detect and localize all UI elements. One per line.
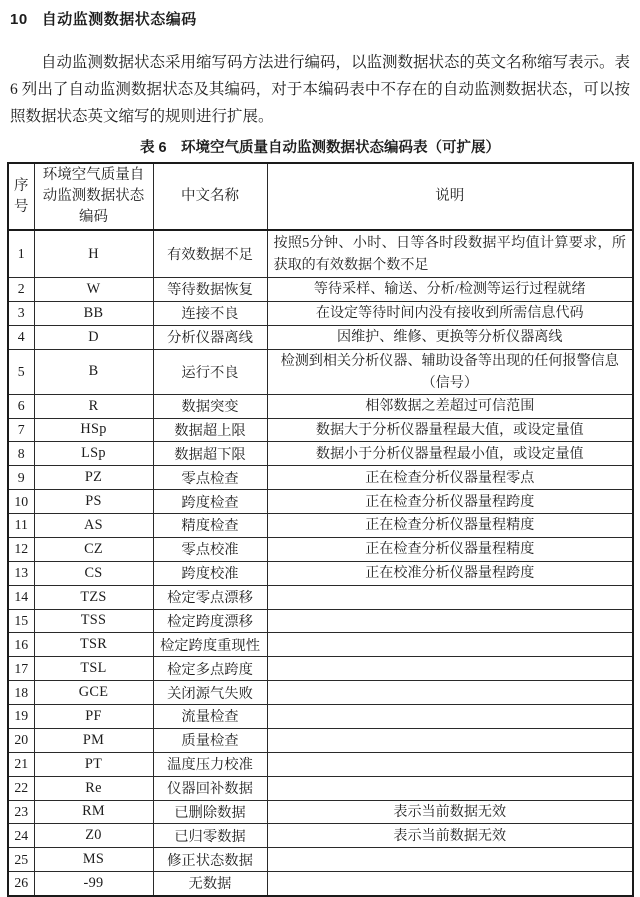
description-cell: 正在检查分析仪器量程跨度 (267, 490, 633, 514)
table-row (8, 537, 633, 561)
description-cell: 相邻数据之差超过可信范围 (267, 394, 633, 418)
table-header-row (8, 163, 633, 230)
status-code-cell: CS (34, 561, 153, 585)
table-row (8, 657, 633, 681)
description-cell: 表示当前数据无效 (267, 800, 633, 824)
section-heading (10, 8, 640, 29)
status-code-cell: TSS (34, 609, 153, 633)
row-number-cell: 15 (8, 609, 34, 633)
chinese-name-cell: 零点校准 (153, 537, 267, 561)
table-row (8, 824, 633, 848)
chinese-name-cell: 分析仪器离线 (153, 325, 267, 349)
row-number-cell: 4 (8, 325, 34, 349)
table-row (8, 442, 633, 466)
row-number-cell: 22 (8, 776, 34, 800)
status-code-cell: HSp (34, 418, 153, 442)
status-code-cell: PF (34, 705, 153, 729)
table-row (8, 394, 633, 418)
description-cell (267, 657, 633, 681)
chinese-name-cell: 温度压力校准 (153, 752, 267, 776)
row-number-cell: 25 (8, 848, 34, 872)
table-row (8, 848, 633, 872)
status-code-cell: Z0 (34, 824, 153, 848)
chinese-name-cell: 已归零数据 (153, 824, 267, 848)
status-code-cell: BB (34, 301, 153, 325)
row-number-cell: 16 (8, 633, 34, 657)
table-row (8, 349, 633, 394)
table-header (8, 163, 633, 230)
chinese-name-cell: 有效数据不足 (153, 230, 267, 278)
row-number-cell: 24 (8, 824, 34, 848)
chinese-name-cell: 检定跨度重现性 (153, 633, 267, 657)
table-row (8, 325, 633, 349)
description-cell (267, 776, 633, 800)
description-cell: 表示当前数据无效 (267, 824, 633, 848)
table-caption: 表 6 环境空气质量自动监测数据状态编码表（可扩展） (139, 140, 501, 156)
status-code-cell: TSL (34, 657, 153, 681)
description-cell (267, 609, 633, 633)
description-cell (267, 681, 633, 705)
chinese-name-cell: 质量检查 (153, 728, 267, 752)
status-code-cell: RM (34, 800, 153, 824)
table-row (8, 230, 633, 278)
chinese-name-cell: 零点检查 (153, 466, 267, 490)
table-row (8, 776, 633, 800)
status-code-cell: PT (34, 752, 153, 776)
header-number: 序号 (8, 163, 34, 230)
table-row (8, 609, 633, 633)
table-row (8, 466, 633, 490)
row-number-cell: 18 (8, 681, 34, 705)
row-number-cell: 8 (8, 442, 34, 466)
status-code-cell: H (34, 230, 153, 278)
table-row (8, 418, 633, 442)
table-row (8, 705, 633, 729)
status-code-cell: Re (34, 776, 153, 800)
header-chinese-name: 中文名称 (153, 163, 267, 230)
chinese-name-cell: 数据突变 (153, 394, 267, 418)
row-number-cell: 26 (8, 872, 34, 896)
chinese-name-cell: 关闭源气失败 (153, 681, 267, 705)
chinese-name-cell: 数据超下限 (153, 442, 267, 466)
chinese-name-cell: 运行不良 (153, 349, 267, 394)
header-description: 说明 (267, 163, 633, 230)
status-code-cell: R (34, 394, 153, 418)
chinese-name-cell: 无数据 (153, 872, 267, 896)
row-number-cell: 20 (8, 728, 34, 752)
chinese-name-cell: 检定多点跨度 (153, 657, 267, 681)
description-cell: 数据小于分析仪器量程最小值，或设定量值 (267, 442, 633, 466)
document-page (0, 8, 640, 893)
status-code-cell: B (34, 349, 153, 394)
header-status-code: 环境空气质量自动监测数据状态编码 (34, 163, 153, 230)
row-number-cell: 9 (8, 466, 34, 490)
table-row (8, 278, 633, 302)
section-number: 10 (10, 11, 28, 28)
status-code-cell: AS (34, 514, 153, 538)
description-cell (267, 752, 633, 776)
status-code-cell: PS (34, 490, 153, 514)
status-code-cell: PM (34, 728, 153, 752)
table-row (8, 585, 633, 609)
row-number-cell: 6 (8, 394, 34, 418)
description-cell (267, 705, 633, 729)
description-cell: 因维护、维修、更换等分析仪器离线 (267, 325, 633, 349)
chinese-name-cell: 检定跨度漂移 (153, 609, 267, 633)
description-cell (267, 728, 633, 752)
description-cell: 正在校准分析仪器量程跨度 (267, 561, 633, 585)
chinese-name-cell: 仪器回补数据 (153, 776, 267, 800)
chinese-name-cell: 修正状态数据 (153, 848, 267, 872)
description-cell (267, 585, 633, 609)
description-cell: 正在检查分析仪器量程精度 (267, 514, 633, 538)
status-code-cell: LSp (34, 442, 153, 466)
status-code-cell: -99 (34, 872, 153, 896)
row-number-cell: 10 (8, 490, 34, 514)
status-code-cell: TZS (34, 585, 153, 609)
description-cell: 按照5分钟、小时、日等各时段数据平均值计算要求，所获取的有效数据个数不足 (267, 230, 633, 278)
description-cell (267, 633, 633, 657)
row-number-cell: 1 (8, 230, 34, 278)
chinese-name-cell: 精度检查 (153, 514, 267, 538)
description-cell: 在设定等待时间内没有接收到所需信息代码 (267, 301, 633, 325)
chinese-name-cell: 等待数据恢复 (153, 278, 267, 302)
row-number-cell: 5 (8, 349, 34, 394)
chinese-name-cell: 流量检查 (153, 705, 267, 729)
description-cell (267, 872, 633, 896)
status-code-cell: TSR (34, 633, 153, 657)
chinese-name-cell: 跨度检查 (153, 490, 267, 514)
row-number-cell: 17 (8, 657, 34, 681)
row-number-cell: 3 (8, 301, 34, 325)
chinese-name-cell: 数据超上限 (153, 418, 267, 442)
row-number-cell: 19 (8, 705, 34, 729)
table-row (8, 728, 633, 752)
table-row (8, 681, 633, 705)
row-number-cell: 2 (8, 278, 34, 302)
table-row (8, 514, 633, 538)
table-row (8, 301, 633, 325)
status-code-cell: PZ (34, 466, 153, 490)
chinese-name-cell: 连接不良 (153, 301, 267, 325)
table-row (8, 633, 633, 657)
table-row (8, 800, 633, 824)
row-number-cell: 21 (8, 752, 34, 776)
chinese-name-cell: 检定零点漂移 (153, 585, 267, 609)
description-cell: 数据大于分析仪器量程最大值，或设定量值 (267, 418, 633, 442)
description-cell: 正在检查分析仪器量程零点 (267, 466, 633, 490)
description-cell: 等待采样、输送、分析/检测等运行过程就绪 (267, 278, 633, 302)
status-code-cell: W (34, 278, 153, 302)
table-row (8, 561, 633, 585)
row-number-cell: 13 (8, 561, 34, 585)
row-number-cell: 7 (8, 418, 34, 442)
status-code-cell: MS (34, 848, 153, 872)
status-code-table (7, 162, 634, 897)
row-number-cell: 23 (8, 800, 34, 824)
table-row (8, 872, 633, 896)
status-table-body (8, 230, 633, 896)
chinese-name-cell: 已删除数据 (153, 800, 267, 824)
row-number-cell: 12 (8, 537, 34, 561)
status-code-cell: CZ (34, 537, 153, 561)
status-code-cell: D (34, 325, 153, 349)
row-number-cell: 11 (8, 514, 34, 538)
table-row (8, 752, 633, 776)
description-cell (267, 848, 633, 872)
section-title: 自动监测数据状态编码 (41, 11, 197, 28)
description-cell: 正在检查分析仪器量程精度 (267, 537, 633, 561)
chinese-name-cell: 跨度校准 (153, 561, 267, 585)
intro-paragraph: 自动监测数据状态采用缩写码方法进行编码，以监测数据状态的英文名称缩写表示。表 6 列出了自动监测数据状态及其编码，对于本编码表中不存在的自动监测数据状态，可以按照数据状态英文缩写的规则进行扩展。 (10, 54, 631, 125)
table-row (8, 490, 633, 514)
status-code-cell: GCE (34, 681, 153, 705)
row-number-cell: 14 (8, 585, 34, 609)
description-cell: 检测到相关分析仪器、辅助设备等出现的任何报警信息（信号） (267, 349, 633, 394)
